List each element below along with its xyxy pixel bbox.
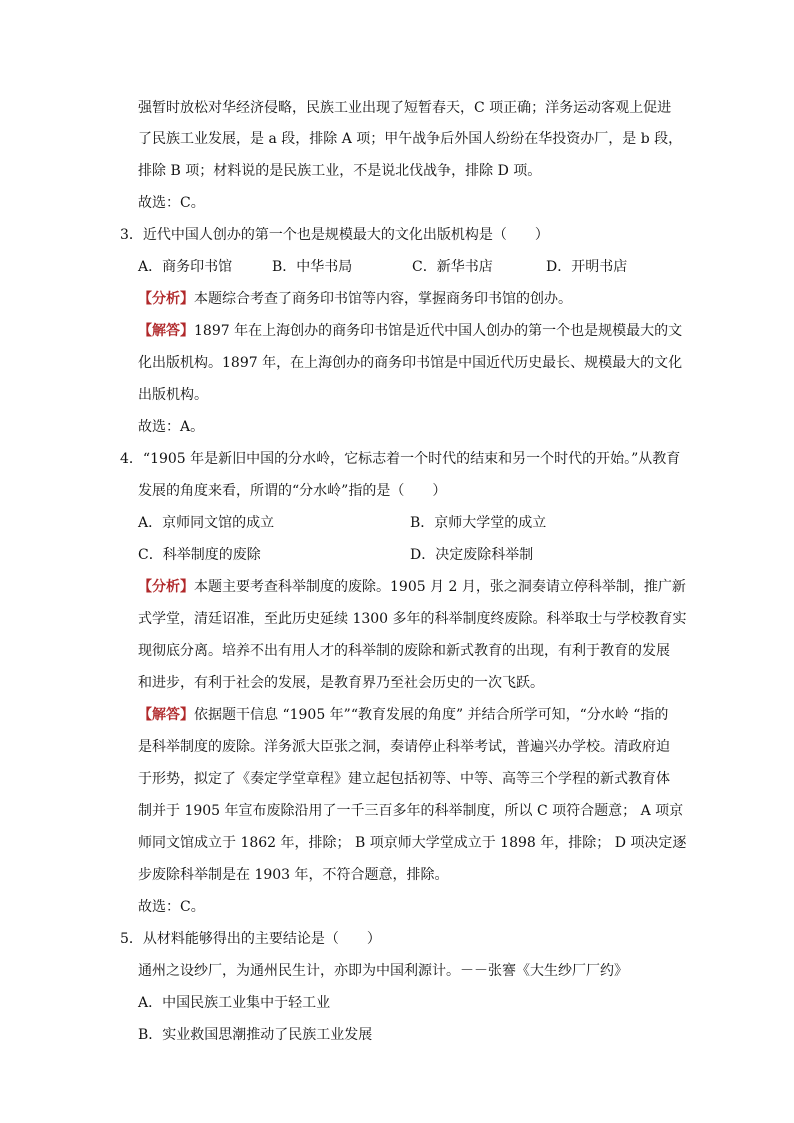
question-3-options — [138, 257, 627, 277]
q3-analysis — [138, 289, 572, 309]
question-4-stem-line-1: 4．“1905 年是新旧中国的分水岭，它标志着一个时代的结束和另一个时代的开始。”从教育 — [120, 451, 681, 467]
q4-option-row-1 — [138, 513, 546, 533]
prev-answer-line-1: 强暂时放松对华经济侵略，民族工业出现了短暂春天，C 项正确；洋务运动客观上促进 — [138, 100, 672, 116]
q4-analysis-text-1: 本题主要考查科举制度的废除。1905 月 2 月，张之洞奏请立停科举制，推广新 — [194, 579, 686, 595]
q4-option-c: C．科举制度的废除 — [138, 547, 261, 563]
analysis-tag: 【分析】 — [138, 291, 194, 307]
q4-option-b: B．京师大学堂的成立 — [410, 515, 547, 531]
q4-option-d: D．决定废除科举制 — [410, 547, 534, 563]
q3-answer-text-1: 1897 年在上海创办的商务印书馆是近代中国人创办的第一个也是规模最大的文 — [194, 323, 683, 339]
q3-option-b: B．中华书局 — [272, 259, 353, 275]
q4-answer-line-5: 师同文馆成立于 1862 年，排除； B 项京师大学堂成立于 1898 年，排除； D 项决定逐 — [138, 835, 687, 851]
q4-option-row-2 — [138, 545, 533, 565]
q5-option-b: B．实业救国思潮推动了民族工业发展 — [138, 1027, 373, 1043]
q4-answer-line-1 — [138, 705, 668, 725]
analysis-tag: 【分析】 — [138, 579, 194, 595]
q4-analysis-line-2: 式学堂，清廷诏准，至此历史延续 1300 多年的科举制度终废除。科举取士与学校教育实 — [138, 611, 687, 627]
question-4-stem-line-2: 发展的角度来看，所谓的“分水岭”指的是（ ） — [138, 483, 447, 499]
q4-answer-line-2: 是科举制度的废除。洋务派大臣张之洞，奏请停止科举考试，普遍兴办学校。清政府迫 — [138, 739, 670, 755]
question-5-material: 通州之设纱厂，为通州民生计，亦即为中国利源计。－－张謇《大生纱厂厂约》 — [138, 963, 628, 979]
q4-analysis-line-4: 和进步，有利于社会的发展，是教育界乃至社会历史的一次飞跃。 — [138, 675, 544, 691]
prev-answer-choice: 故选：C。 — [138, 195, 205, 211]
question-5-stem: 5．从材料能够得出的主要结论是（ ） — [120, 931, 381, 947]
q4-choice: 故选：C。 — [138, 899, 205, 915]
q4-option-a: A．京师同文馆的成立 — [138, 515, 275, 531]
q3-answer-line-1 — [138, 321, 682, 341]
q3-option-a: A．商务印书馆 — [138, 259, 233, 275]
q4-analysis-line-3: 现彻底分离。培养不出有用人才的科举制的废除和新式教育的出现，有利于教育的发展 — [138, 643, 670, 659]
q4-answer-line-3: 于形势，拟定了《奏定学堂章程》建立起包括初等、中等、高等三个学程的新式教育体 — [138, 771, 670, 787]
q4-analysis-line-1 — [138, 577, 686, 597]
q3-choice: 故选：A。 — [138, 419, 205, 435]
prev-answer-line-2: 了民族工业发展，是 a 段，排除 A 项；甲午战争后外国人纷纷在华投资办厂，是 b 段， — [138, 131, 683, 147]
prev-answer-line-3: 排除 B 项；材料说的是民族工业，不是说北伐战争，排除 D 项。 — [138, 163, 542, 179]
question-3-stem: 3．近代中国人创办的第一个也是规模最大的文化出版机构是（ ） — [120, 227, 549, 243]
q3-answer-line-2: 化出版机构。1897 年，在上海创办的商务印书馆是中国近代历史最长、规模最大的文化 — [138, 355, 683, 371]
q3-option-d: D．开明书店 — [546, 259, 628, 275]
q4-answer-text-1: 依据题干信息 “1905 年”“教育发展的角度” 并结合所学可知，“分水岭 “指的 — [194, 707, 669, 723]
q3-analysis-text: 本题综合考查了商务印书馆等内容，掌握商务印书馆的创办。 — [194, 291, 572, 307]
q3-answer-line-3: 出版机构。 — [138, 387, 208, 403]
q5-option-a: A．中国民族工业集中于轻工业 — [138, 995, 331, 1011]
answer-tag: 【解答】 — [138, 323, 194, 339]
q3-option-c: C．新华书店 — [412, 259, 493, 275]
q4-answer-line-6: 步废除科举制是在 1903 年，不符合题意，排除。 — [138, 867, 449, 883]
q4-answer-line-4: 制并于 1905 年宣布废除沿用了一千三百多年的科举制度，所以 C 项符合题意； A 项京 — [138, 803, 684, 819]
answer-tag: 【解答】 — [138, 707, 194, 723]
